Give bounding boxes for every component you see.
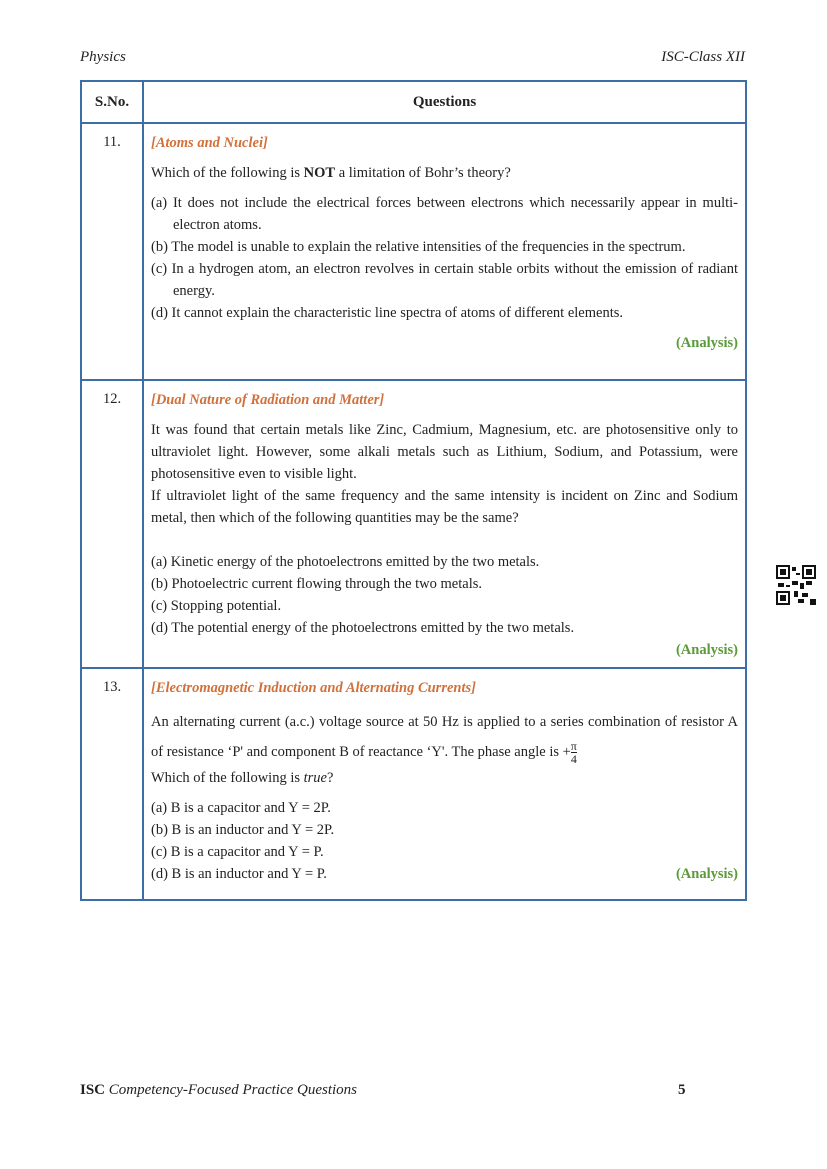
questions-table bbox=[80, 80, 747, 901]
option: (c) In a hydrogen atom, an electron revolves in certain stable orbits without the emission of radiant energy. bbox=[151, 261, 738, 299]
option: (d) The potential energy of the photoelectrons emitted by the two metals. bbox=[151, 620, 575, 636]
question-stem: If ultraviolet light of the same frequency and the same intensity is incident on Zinc and Sodium metal, then which of the following quantities may be the same? bbox=[151, 488, 738, 526]
qr-code-icon[interactable] bbox=[776, 565, 816, 605]
serial-number: 13. bbox=[81, 668, 143, 900]
option: (d) B is an inductor and Y = P. bbox=[151, 866, 327, 882]
question-stem: An alternating current (a.c.) voltage source at 50 Hz is applied to a series combination of resistor A of resistance ‘P' and component B of reactance ‘Y'. The phase angle is + $\frac{\pi}{4}$ bbox=[151, 714, 738, 767]
serial-number: 11. bbox=[81, 123, 143, 380]
header-class: ISC-Class XII bbox=[661, 49, 745, 65]
option: (a) It does not include the electrical forces between electrons which necessarily appear in multi-electron atoms. bbox=[151, 195, 738, 233]
option: (c) B is a capacitor and Y = P. bbox=[151, 844, 324, 860]
question-cell bbox=[143, 123, 746, 380]
question-stem: Which of the following is true? bbox=[151, 770, 334, 786]
table-row bbox=[81, 668, 746, 900]
option: (d) It cannot explain the characteristic line spectra of atoms of different elements. bbox=[151, 305, 623, 321]
header-subject: Physics bbox=[80, 49, 126, 65]
option: (b) The model is unable to explain the relative intensities of the frequencies in the spectrum. bbox=[151, 239, 686, 255]
question-stem: It was found that certain metals like Zinc, Cadmium, Magnesium, etc. are photosensitive only to ultraviolet light. However, some alkali metals such as Lithium, Sodium, and Potassium, were photosensitive even to visible light. bbox=[151, 422, 738, 482]
table-header-row bbox=[81, 81, 746, 123]
question-cell bbox=[143, 380, 746, 668]
option: (c) Stopping potential. bbox=[151, 598, 282, 614]
question-topic: [Dual Nature of Radiation and Matter] bbox=[151, 392, 385, 408]
table-row bbox=[81, 123, 746, 380]
skill-tag: (Analysis) bbox=[675, 866, 738, 882]
option: (b) B is an inductor and Y = 2P. bbox=[151, 822, 335, 838]
option: (a) Kinetic energy of the photoelectrons emitted by the two metals. bbox=[151, 554, 540, 570]
question-cell bbox=[143, 668, 746, 900]
fraction-pi-over-4: $\frac{\pi}{4}$ bbox=[570, 739, 577, 767]
page-number: 5 bbox=[678, 1082, 686, 1098]
table-row bbox=[81, 380, 746, 668]
column-header-sno: S.No. bbox=[81, 81, 143, 123]
column-header-questions: Questions bbox=[143, 81, 746, 123]
question-topic: [Atoms and Nuclei] bbox=[151, 135, 268, 151]
question-stem: Which of the following is NOT a limitation of Bohr’s theory? bbox=[151, 165, 511, 181]
footer-title: ISC Competency-Focused Practice Questions bbox=[80, 1082, 358, 1098]
skill-tag: (Analysis) bbox=[675, 642, 738, 658]
question-topic: [Electromagnetic Induction and Alternating Currents] bbox=[151, 680, 476, 696]
serial-number: 12. bbox=[81, 380, 143, 668]
option: (a) B is a capacitor and Y = 2P. bbox=[151, 800, 331, 816]
skill-tag: (Analysis) bbox=[675, 335, 738, 351]
option: (b) Photoelectric current flowing through the two metals. bbox=[151, 576, 482, 592]
